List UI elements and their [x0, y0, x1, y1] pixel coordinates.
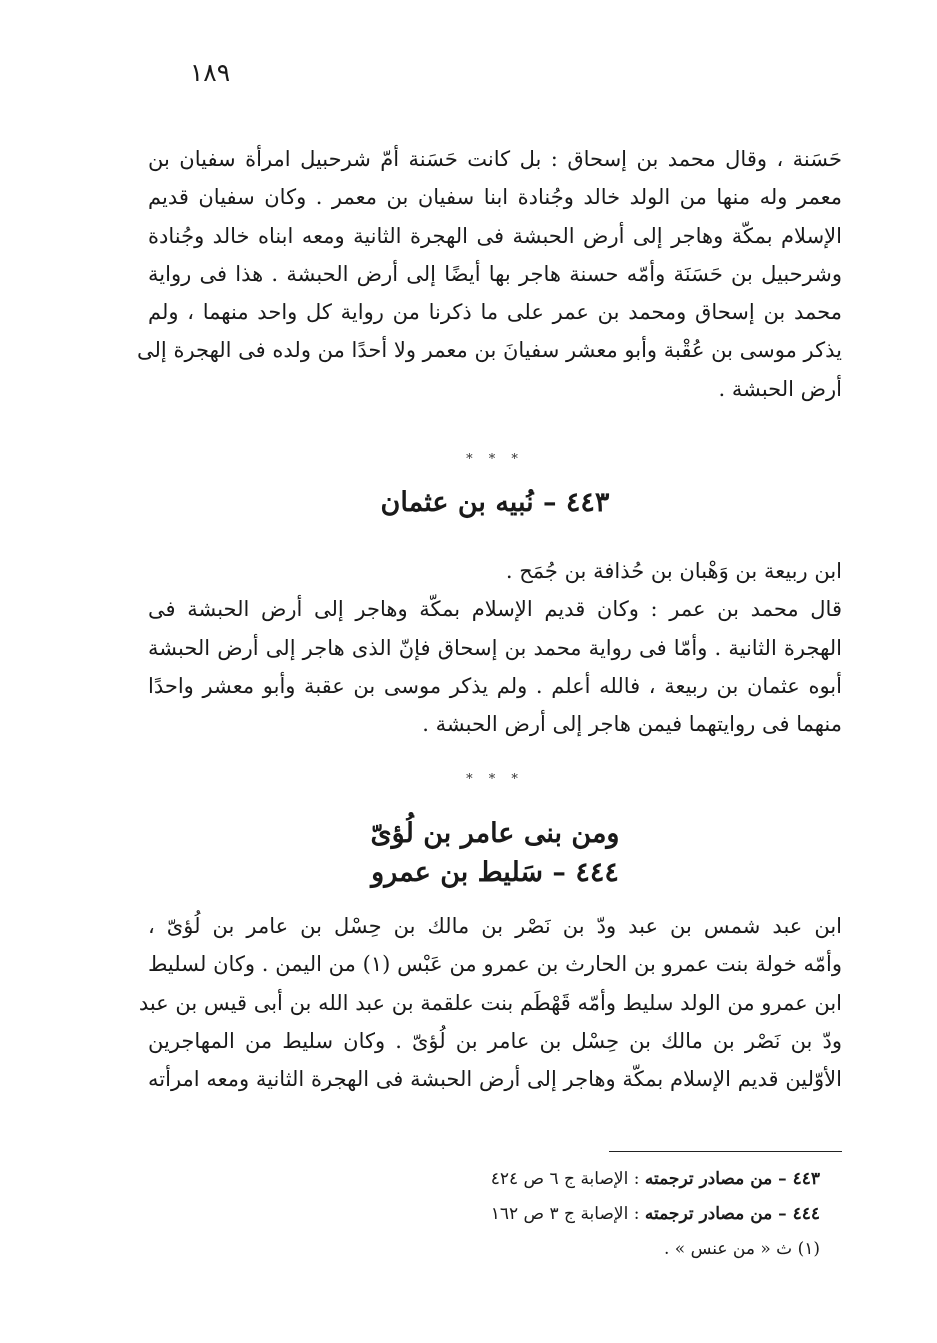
text-line: الهجرة الثانية . وأمّا فى رواية محمد بن إسحاق فإنّ الذى هاجر إلى أرض الحبشة	[148, 635, 842, 660]
text-line: ودّ بن نَصْر بن مالك بن حِسْل بن عامر بن لُؤىّ . وكان سليط من المهاجرين	[148, 1028, 842, 1053]
text-line: معمر وله منها من الولد خالد وجُنادة ابنا سفيان بن معمر . وكان سفيان قديم	[148, 185, 842, 210]
text-line: أرض الحبشة .	[718, 376, 842, 401]
footnote-text: : الإصابة ج ٣ ص ١٦٢	[490, 1204, 645, 1224]
footnote-source-443	[300, 1162, 820, 1197]
text-line: أبوه عثمان بن ربيعة ، فالله أعلم . ولم يذكر موسى بن عقبة وأبو معشر واحدًا	[148, 673, 842, 698]
text-line: الأوّلين قديم الإسلام بمكّة وهاجر إلى أرض الحبشة فى الهجرة الثانية ومعه امرأته	[148, 1067, 842, 1092]
footnote-source-444	[300, 1197, 820, 1232]
text-line: وأمّه خولة بنت عمرو بن الحارث بن عمرو من عَبْس (١) من اليمن . وكان لسليط	[148, 952, 842, 977]
text-line: وشرحبيل بن حَسَنَة وأمّه حسنة هاجر بها أيضًا إلى أرض الحبشة . هذا فى رواية	[148, 261, 842, 286]
text-line: محمد بن إسحاق ومحمد بن عمر على ما ذكرنا من رواية كل واحد منهما ، ولم	[148, 300, 842, 325]
paragraph-nubayh	[148, 552, 842, 743]
text-line: قال محمد بن عمر : وكان قديم الإسلام بمكّة وهاجر إلى أرض الحبشة فى	[148, 597, 842, 622]
footnote-label: ٤٤٤ – من مصادر ترجمته	[644, 1204, 820, 1224]
entry-heading-444: ٤٤٤ – سَليط بن عمرو	[371, 857, 619, 888]
footnote-separator	[609, 1151, 842, 1152]
text-line: منهما فى روايتهما فيمن هاجر إلى أرض الحبشة .	[422, 712, 842, 737]
footnotes	[300, 1162, 820, 1267]
entry-heading-443: ٤٤٣ – نُبيه بن عثمان	[380, 487, 610, 518]
section-divider: * * *	[466, 772, 524, 787]
paragraph-salit	[138, 907, 842, 1098]
text-line: ابن ربيعة بن وَهْبان بن حُذافة بن جُمَح .	[505, 559, 842, 583]
page-number: ١٨٩	[189, 58, 231, 87]
text-line: يذكر موسى بن عُقْبة وأبو معشر سفيانَ بن معمر ولا أحدًا من ولده فى الهجرة إلى	[137, 338, 842, 363]
footnote-label: ٤٤٣ – من مصادر ترجمته	[644, 1169, 820, 1189]
footnote-text: : الإصابة ج ٦ ص ٤٢٤	[490, 1169, 645, 1189]
text-line: الإسلام بمكّة وهاجر إلى أرض الحبشة فى الهجرة الثانية ومعه ابناه خالد وجُنادة	[148, 223, 842, 248]
footnote-variant: (١) ث « من عنس » .	[663, 1239, 820, 1259]
section-divider: * * *	[466, 452, 524, 467]
paragraph-sufyan	[137, 140, 842, 408]
text-line: ابن عمرو من الولد سليط وأمّه قَهْطَم بنت علقمة بن عبد الله بن أبى قيس بن عبد	[138, 990, 842, 1015]
text-line: ابن عبد شمس بن عبد ودّ بن نَصْر بن مالك بن حِسْل بن عامر بن لُؤىّ ،	[148, 914, 842, 938]
text-line: حَسَنة ، وقال محمد بن إسحاق : بل كانت حَسَنة أمّ شرحبيل امرأة سفيان بن	[148, 147, 842, 171]
clan-heading: ومن بنى عامر بن لُؤىّ	[370, 818, 620, 849]
